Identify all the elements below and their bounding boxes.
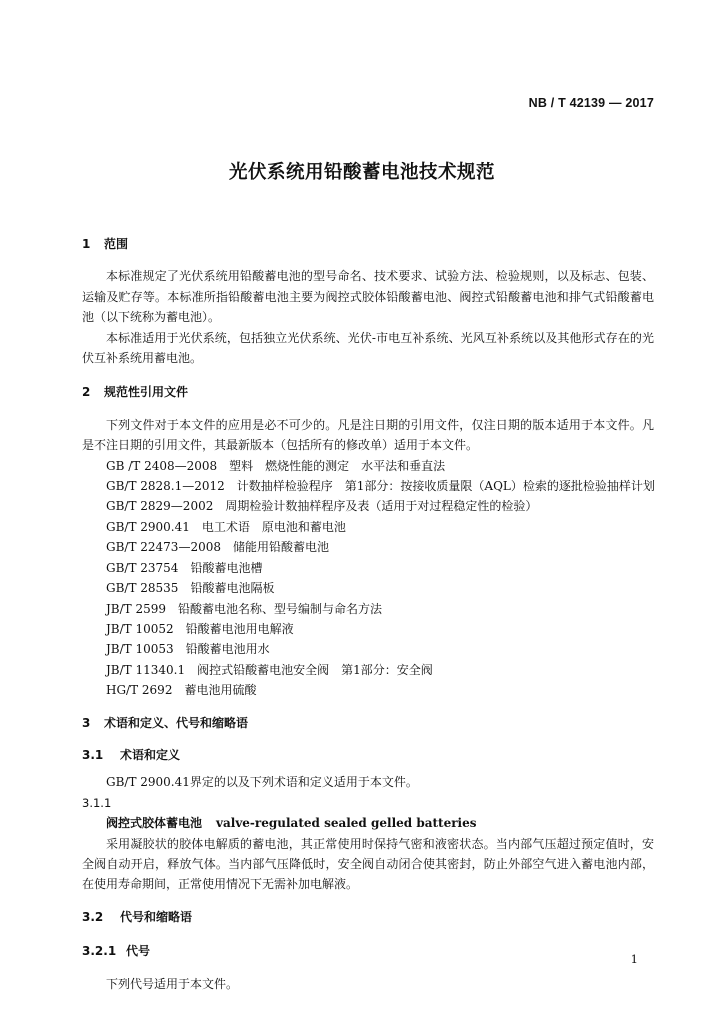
subsection-number: 3.2.1 (82, 944, 117, 959)
subsection-3-2-1-heading (82, 941, 654, 961)
section-1-heading (82, 234, 654, 254)
subsection-3-2-heading (82, 907, 654, 927)
term-definition: 采用凝胶状的胶体电解质的蓄电池，其正常使用时保持气密和液密状态。当内部气压超过预定值时，安全阀自动开启，释放气体。当内部气压降低时，安全阀自动闭合使其密封，防止外部空气进入蓄电池内部，在使用寿命期间，正常使用情况下无需补加电解液。 (82, 836, 654, 892)
section-3-heading (82, 713, 654, 733)
document-body (82, 234, 654, 994)
section-number: 2 (82, 385, 91, 400)
subsection-number: 3.2 (82, 909, 104, 924)
term-zh: 阀控式胶体蓄电池 (106, 816, 203, 831)
subsection-number: 3.1 (82, 747, 104, 762)
section-title: 规范性引用文件 (104, 385, 189, 400)
reference-item: JB/T 10053 铅酸蓄电池用水 (106, 642, 270, 657)
reference-item: GB/T 28535 铅酸蓄电池隔板 (106, 581, 275, 596)
term-heading (82, 813, 654, 833)
reference-item: HG/T 2692 蓄电池用硫酸 (106, 683, 257, 698)
section-title: 范围 (104, 237, 129, 251)
reference-item: JB/T 10052 铅酸蓄电池用电解液 (106, 621, 294, 636)
subsection-3-1-heading (82, 745, 654, 765)
reference-item: GB/T 23754 铅酸蓄电池槽 (106, 560, 263, 575)
reference-item: GB/T 2829—2002 周期检验计数抽样程序及表（适用于对过程稳定性的检验） (106, 499, 538, 514)
standard-code: NB / T 42139 — 2017 (528, 96, 654, 110)
scope-paragraph: 本标准规定了光伏系统用铅酸蓄电池的型号命名、技术要求、试验方法、检验规则，以及标志、包装、运输及贮存等。本标准所指铅酸蓄电池主要为阀控式胶体铅酸蓄电池、阀控式铅酸蓄电池和排气式铅酸蓄电池（以下统称为蓄电池）。 (82, 269, 654, 325)
reference-item: JB/T 11340.1 阀控式铅酸蓄电池安全阀 第1部分：安全阀 (106, 662, 433, 677)
reference-item: GB /T 2408—2008 塑料 燃烧性能的测定 水平法和垂直法 (106, 458, 446, 473)
reference-item: GB/T 22473—2008 储能用铅酸蓄电池 (106, 540, 329, 555)
document-title: 光伏系统用铅酸蓄电池技术规范 (228, 162, 495, 183)
section-2-heading (82, 382, 654, 402)
terms-intro: GB/T 2900.41界定的以及下列术语和定义适用于本文件。 (106, 775, 418, 790)
references-intro: 下列文件对于本文件的应用是必不可少的。凡是注日期的引用文件，仅注日期的版本适用于本文件。凡是不注日期的引用文件，其最新版本（包括所有的修改单）适用于本文件。 (82, 417, 654, 453)
section-number: 1 (82, 237, 91, 251)
reference-item: GB/T 2900.41 电工术语 原电池和蓄电池 (106, 519, 346, 534)
reference-item: GB/T 2828.1—2012 计数抽样检验程序 第1部分：按接收质量限（AQL）检索的逐批检验抽样计划 (106, 479, 655, 494)
term-number: 3.1.1 (82, 795, 112, 810)
section-number: 3 (82, 715, 91, 730)
section-title: 术语和定义、代号和缩略语 (104, 715, 249, 730)
subsection-title: 代号 (126, 944, 151, 959)
term-en: valve-regulated sealed gelled batteries (216, 816, 477, 831)
scope-paragraph: 本标准适用于光伏系统，包括独立光伏系统、光伏-市电互补系统、光风互补系统以及其他形式存在的光伏互补系统用蓄电池。 (82, 330, 654, 366)
reference-item: JB/T 2599 铅酸蓄电池名称、型号编制与命名方法 (106, 601, 383, 616)
subsection-title: 代号和缩略语 (120, 909, 193, 924)
subsection-title: 术语和定义 (120, 747, 181, 762)
page-number: 1 (630, 952, 638, 966)
codes-intro: 下列代号适用于本文件。 (106, 976, 239, 991)
